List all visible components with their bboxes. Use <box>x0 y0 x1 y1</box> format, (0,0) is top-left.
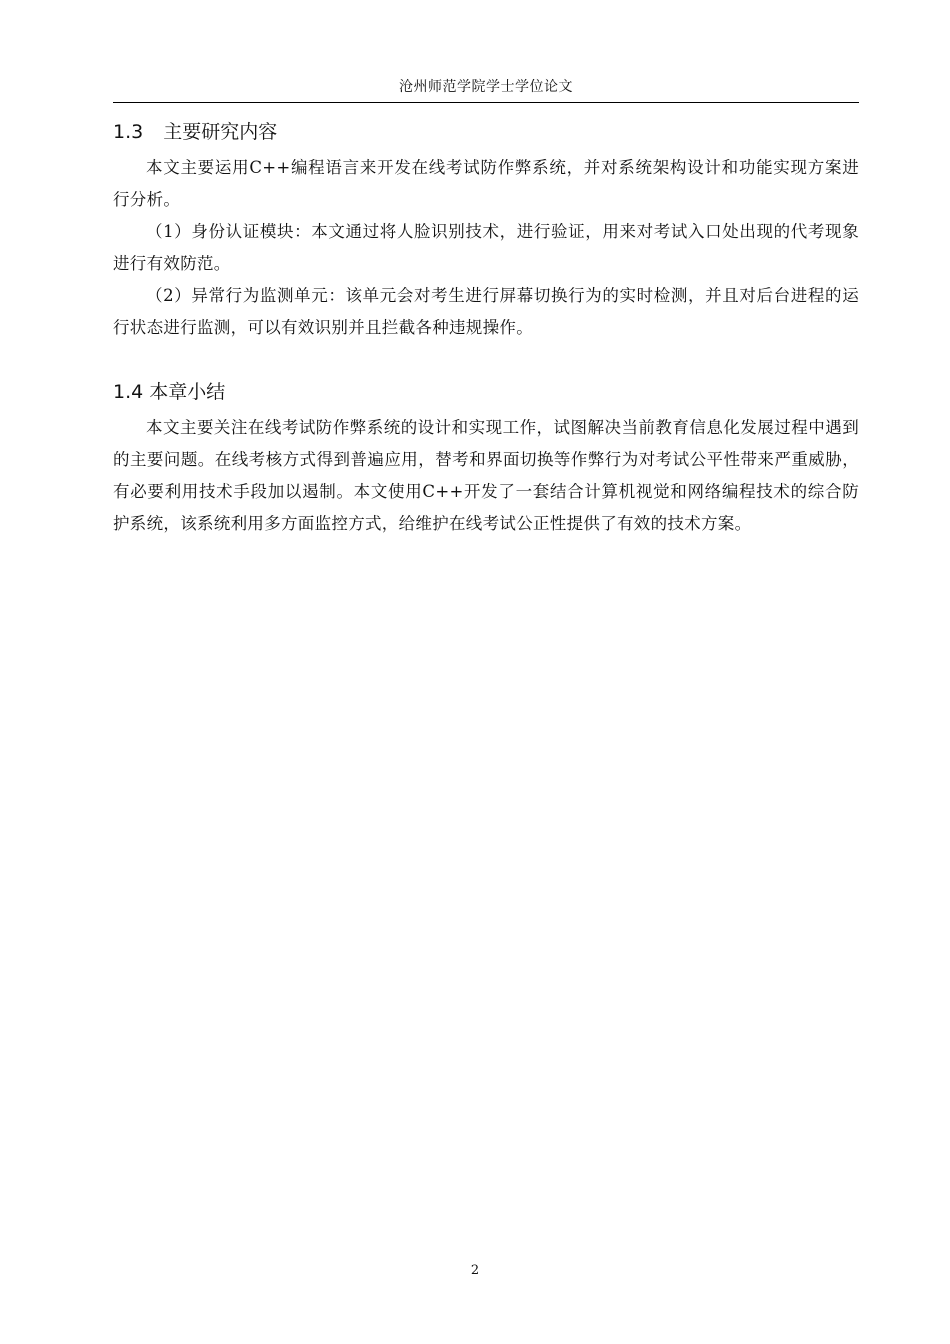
section-number: 1.3 <box>113 121 144 143</box>
section-heading-1-3 <box>113 118 859 146</box>
page-number: 2 <box>470 1263 480 1278</box>
paragraph-summary: 本文主要关注在线考试防作弊系统的设计和实现工作，试图解决当前教育信息化发展过程中遇到的主要问题。在线考核方式得到普遍应用，替考和界面切换等作弊行为对考试公平性带来严重威胁，有必要利用技术手段加以遏制。本文使用C++开发了一套结合计算机视觉和网络编程技术的综合防护系统，该系统利用多方面监控方式，给维护在线考试公正性提供了有效的技术方案。 <box>113 418 859 533</box>
section-heading-1-4: 1.4 本章小结 <box>113 381 226 403</box>
running-header: 沧州师范学院学士学位论文 <box>399 79 573 95</box>
paragraph-intro: 本文主要运用C++编程语言来开发在线考试防作弊系统，并对系统架构设计和功能实现方案进行分析。 <box>113 158 859 209</box>
paragraph-identity-auth: （1）身份认证模块：本文通过将人脸识别技术，进行验证，用来对考试入口处出现的代考现象进行有效防范。 <box>113 222 859 273</box>
page-content <box>113 112 859 540</box>
header-rule <box>113 102 859 103</box>
paragraph-behavior-monitor: （2）异常行为监测单元：该单元会对考生进行屏幕切换行为的实时检测，并且对后台进程的运行状态进行监测，可以有效识别并且拦截各种违规操作。 <box>113 286 859 337</box>
section-title: 主要研究内容 <box>163 121 278 143</box>
